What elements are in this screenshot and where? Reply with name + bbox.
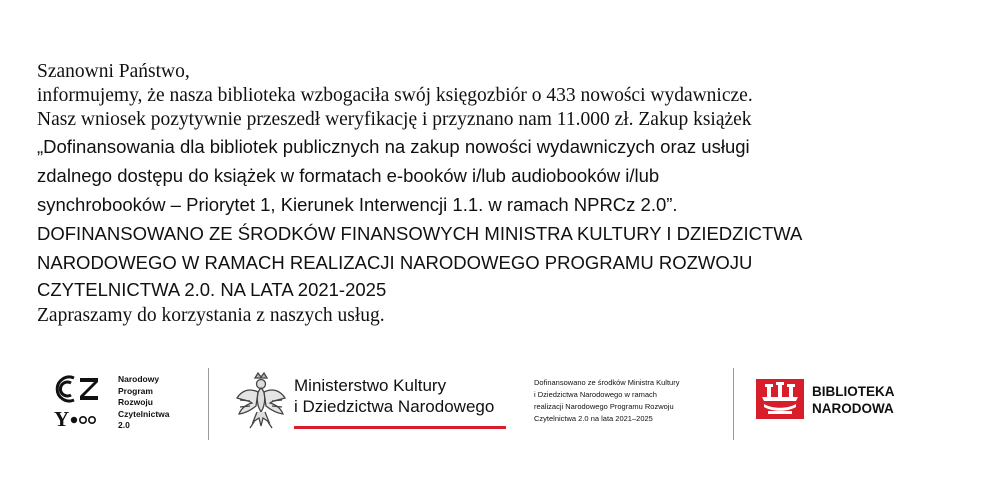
polish-eagle-icon <box>234 370 288 432</box>
ministry-name: Ministerstwo Kultury i Dziedzictwa Narodowego <box>294 376 495 416</box>
letter-greeting: Szanowni Państwo, <box>37 61 190 82</box>
nprcz-logo <box>52 374 192 434</box>
funding-line: DOFINANSOWANO ZE ŚRODKÓW FINANSOWYCH MINISTRA KULTURY I DZIEDZICTWA <box>37 223 803 244</box>
nprcz-logo-icon <box>52 374 110 430</box>
ministry-accent-bar <box>294 426 506 429</box>
logo-divider <box>208 368 209 440</box>
program-line: zdalnego dostępu do książek w formatach e-booków i/lub audiobooków i/lub <box>37 165 660 186</box>
biblioteka-narodowa-mark <box>756 379 804 419</box>
sponsor-logos <box>0 362 1000 442</box>
ministry-logo <box>234 370 510 440</box>
funding-line: NARODOWEGO W RAMACH REALIZACJI NARODOWEGO PROGRAMU ROZWOJU <box>37 252 753 273</box>
biblioteka-narodowa-crown-icon <box>756 379 804 419</box>
svg-text:Y: Y <box>54 407 70 430</box>
program-line: synchrobooków – Priorytet 1, Kierunek Interwencji 1.1. w ramach NPRCz 2.0”. <box>37 194 678 215</box>
nprcz-name: Narodowy Program Rozwoju Czytelnictwa 2.0 <box>118 374 170 430</box>
letter-line: Nasz wniosek pozytywnie przeszedł weryfikację i przyznano nam 11.000 zł. Zakup książek <box>37 109 752 130</box>
logo-divider <box>733 368 734 440</box>
funding-line: CZYTELNICTWA 2.0. NA LATA 2021-2025 <box>37 279 387 300</box>
letter-line: informujemy, że nasza biblioteka wzbogaciła swój księgozbiór o 433 nowości wydawnicze. <box>37 85 753 106</box>
letter-body <box>37 60 967 328</box>
funding-credit: Dofinansowano ze środków Ministra Kultury i Dziedzictwa Narodowego w ramach realizacji Narodowego Programu Rozwoju Czytelnictwa 2.0 na lata 2021–2025 <box>534 378 680 423</box>
biblioteka-narodowa-name: BIBLIOTEKA NARODOWA <box>812 384 895 416</box>
program-line: „Dofinansowania dla bibliotek publicznych na zakup nowości wydawniczych oraz usługi <box>37 136 750 157</box>
letter-closing: Zapraszamy do korzystania z naszych usług. <box>37 305 385 326</box>
biblioteka-narodowa-logo <box>756 376 936 426</box>
